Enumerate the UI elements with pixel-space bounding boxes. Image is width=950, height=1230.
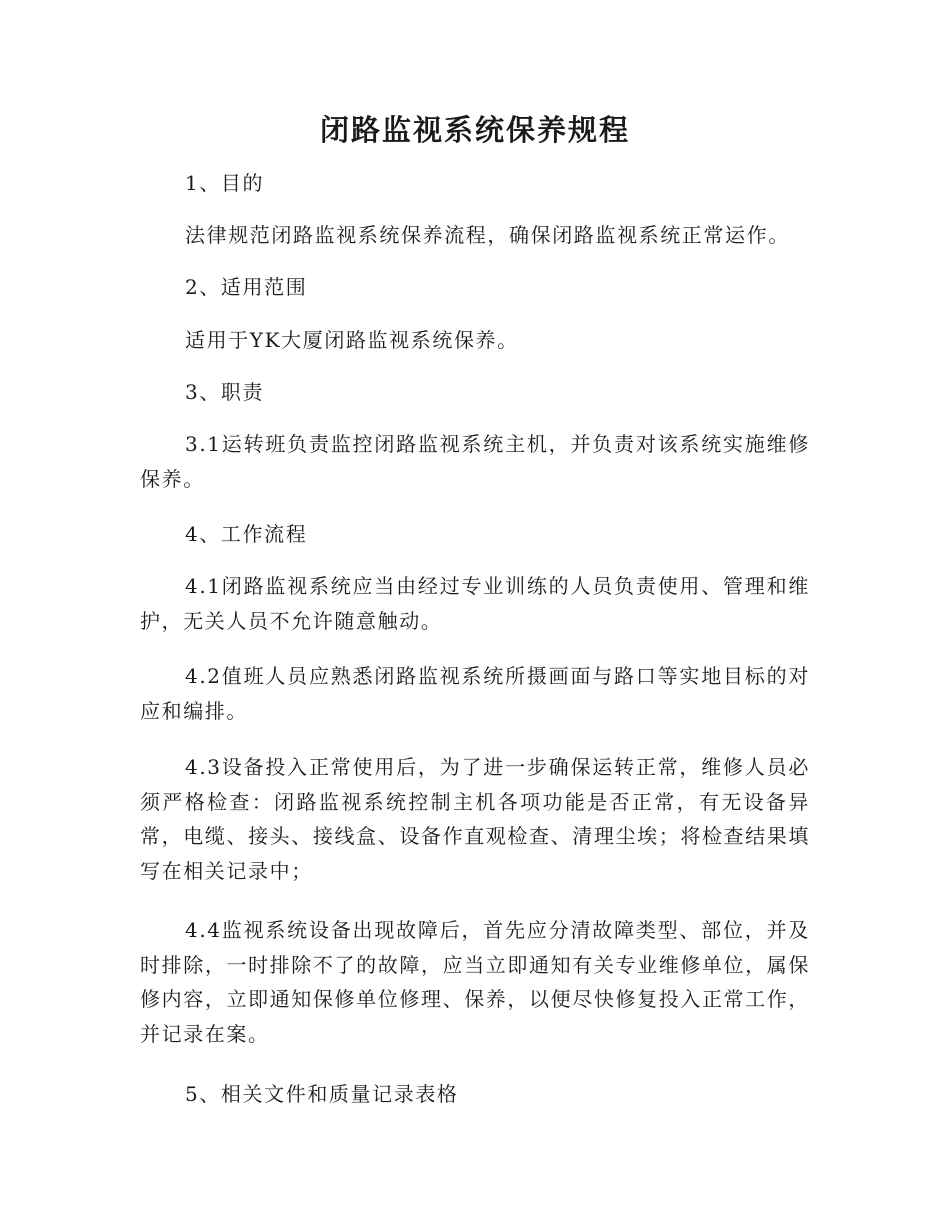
section-4-1-paragraph: 4.1闭路监视系统应当由经过专业训练的人员负责使用、管理和维护，无关人员不允许随意触动。	[140, 574, 810, 633]
section-4-2-paragraph: 4.2值班人员应熟悉闭路监视系统所摄画面与路口等实地目标的对应和编排。	[140, 664, 810, 723]
section-4-3-paragraph: 4.3设备投入正常使用后，为了进一步确保运转正常，维修人员必须严格检查：闭路监视系统控制主机各项功能是否正常，有无设备异常，电缆、接头、接线盒、设备作直观检查、清理尘埃；将检查结果填写在相关记录中；	[140, 755, 810, 883]
section-3-1-paragraph: 3.1运转班负责监控闭路监视系统主机，并负责对该系统实施维修保养。	[140, 432, 810, 491]
section-2-heading: 2、适用范围	[185, 275, 308, 299]
section-2-body: 适用于YK大厦闭路监视系统保养。	[185, 328, 519, 352]
section-5-heading: 5、相关文件和质量记录表格	[185, 1082, 459, 1106]
section-1-heading: 1、目的	[185, 171, 265, 195]
section-1-body: 法律规范闭路监视系统保养流程，确保闭路监视系统正常运作。	[185, 223, 790, 247]
document-title: 闭路监视系统保养规程	[319, 113, 630, 147]
section-4-heading: 4、工作流程	[185, 522, 308, 546]
section-4-4-paragraph: 4.4监视系统设备出现故障后，首先应分清故障类型、部位，并及时排除，一时排除不了的故障，应当立即通知有关专业维修单位，属保修内容，立即通知保修单位修理、保养，以便尽快修复投入正常工作，并记录在案。	[140, 918, 810, 1046]
section-3-heading: 3、职责	[185, 380, 265, 404]
